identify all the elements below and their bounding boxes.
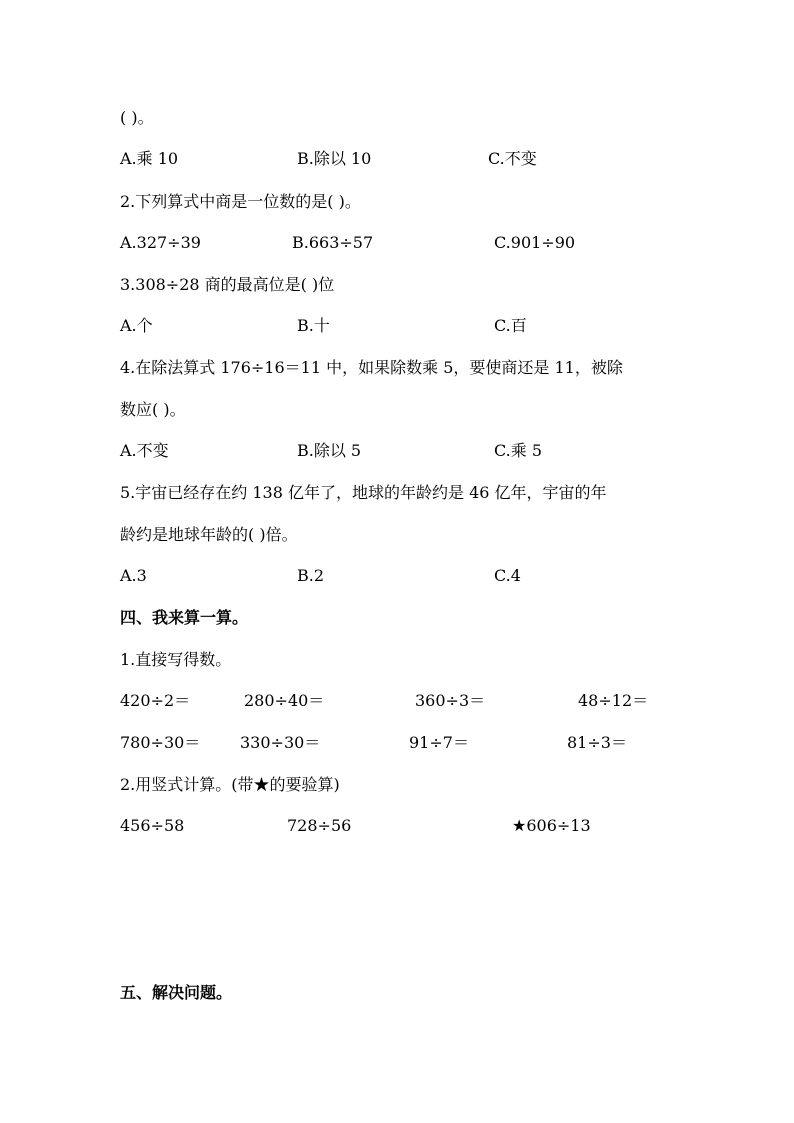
q2-option-a: A.327÷39 (120, 233, 201, 252)
q3-option-a: A.个 (120, 316, 153, 335)
q4-option-c: C.乘 5 (494, 441, 543, 460)
q1-stem-tail: ( )。 (120, 108, 154, 127)
q3-option-c: C.百 (494, 316, 527, 335)
q1-option-b: B.除以 10 (297, 149, 372, 168)
section4-title: 四、我来算一算。 (120, 608, 249, 627)
q5-stem-line2: 龄约是地球年龄的( )倍。 (120, 525, 298, 544)
q4-stem-line2: 数应( )。 (120, 400, 186, 419)
mental-calc-item: 91÷7＝ (409, 733, 469, 752)
mental-calc-item: 330÷30＝ (240, 733, 321, 752)
q4-option-a: A.不变 (120, 441, 169, 460)
vertical-calc-item: 456÷58 (120, 816, 185, 835)
q2-stem: 2.下列算式中商是一位数的是( )。 (120, 192, 361, 211)
q3-stem: 3.308÷28 商的最高位是( )位 (120, 275, 335, 294)
q5-option-a: A.3 (120, 566, 147, 585)
q4-option-b: B.除以 5 (297, 441, 362, 460)
mental-calc-item: 360÷3＝ (415, 691, 486, 710)
section5-title: 五、解决问题。 (120, 983, 233, 1002)
q3-option-b: B.十 (297, 316, 330, 335)
q1-option-c: C.不变 (488, 149, 537, 168)
q5-option-b: B.2 (297, 566, 325, 585)
mental-calc-item: 780÷30＝ (120, 733, 201, 752)
q4-stem-line1: 4.在除法算式 176÷16＝11 中，如果除数乘 5，要使商还是 11，被除 (120, 358, 623, 377)
q2-option-b: B.663÷57 (292, 233, 374, 252)
mental-calc-item: 48÷12＝ (578, 691, 649, 710)
section4-part2-title: 2.用竖式计算。(带★的要验算) (120, 775, 340, 794)
mental-calc-item: 81÷3＝ (567, 733, 627, 752)
vertical-calc-item: ★606÷13 (512, 816, 591, 835)
q5-stem-line1: 5.宇宙已经存在约 138 亿年了，地球的年龄约是 46 亿年，宇宙的年 (120, 483, 607, 502)
vertical-calc-item: 728÷56 (287, 816, 352, 835)
mental-calc-item: 420÷2＝ (120, 691, 191, 710)
q1-option-a: A.乘 10 (120, 149, 179, 168)
q5-option-c: C.4 (494, 566, 521, 585)
section4-part1-title: 1.直接写得数。 (120, 650, 232, 669)
q2-option-c: C.901÷90 (494, 233, 576, 252)
mental-calc-item: 280÷40＝ (244, 691, 325, 710)
